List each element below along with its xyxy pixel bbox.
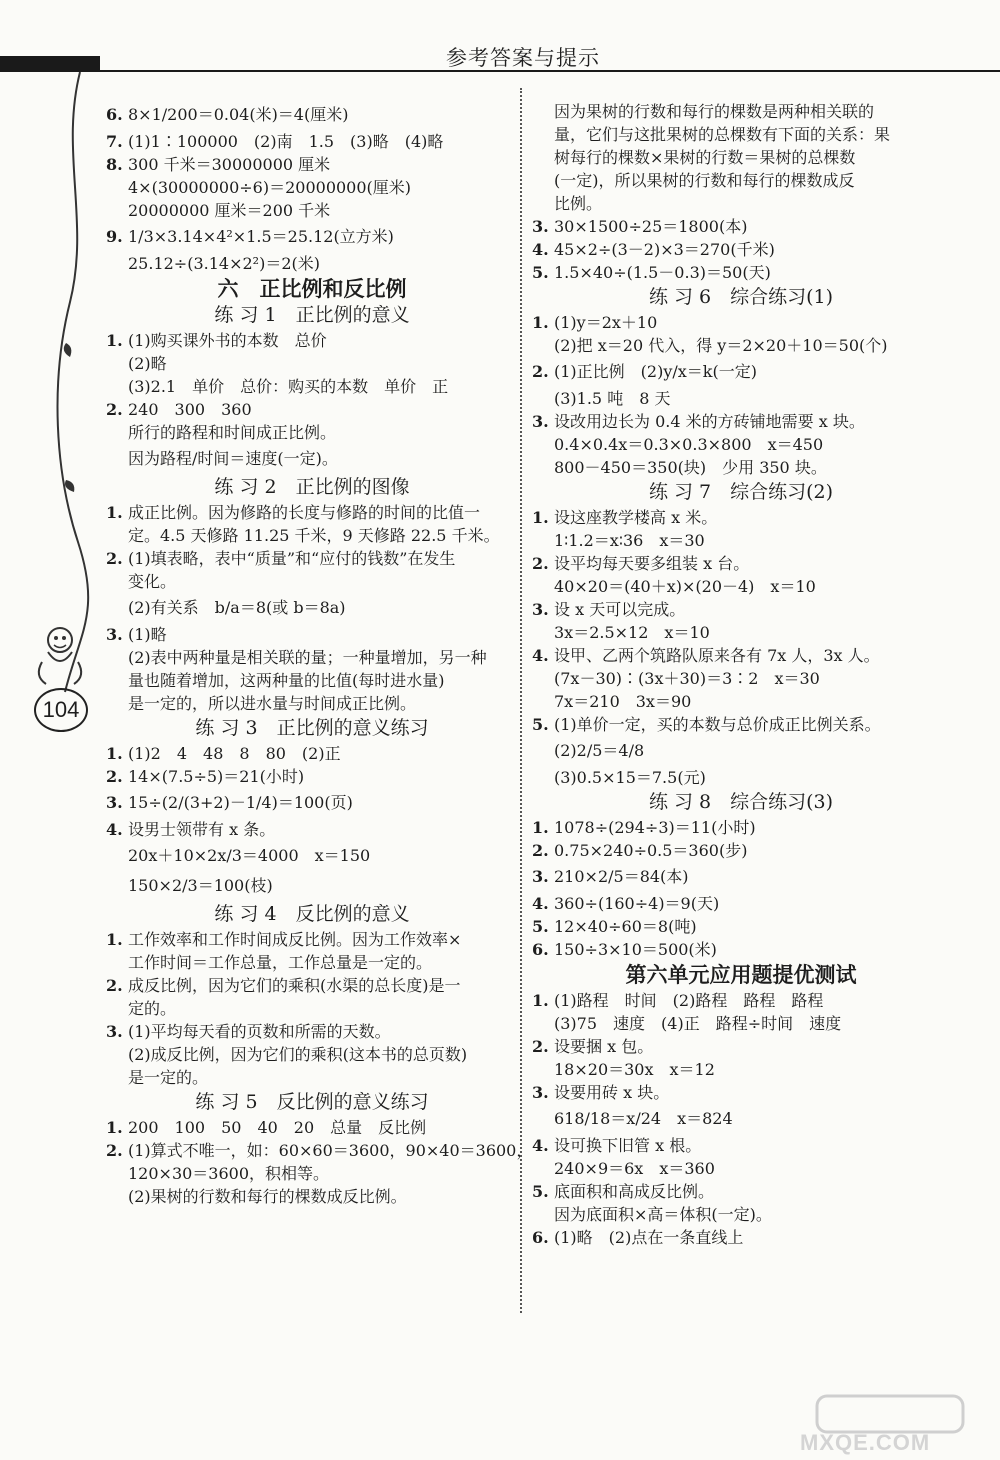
section-heading: 第六单元应用题提优测试 — [625, 962, 857, 987]
left-answer-line — [106, 742, 518, 765]
answer-text: 成反比例，因为它们的乘积(水渠的总长度)是一 — [128, 976, 461, 995]
section-heading: 练 习 4 反比例的意义 — [214, 903, 410, 925]
question-number: 2. — [532, 362, 549, 381]
right-answer-line — [532, 506, 950, 529]
question-number: 9. — [106, 227, 123, 246]
answer-text: 240 300 360 — [128, 400, 252, 419]
right-answer-line — [532, 261, 950, 284]
answer-text: (2)略 — [128, 354, 167, 373]
right-answer-line — [532, 192, 950, 215]
right-answer-line — [532, 1157, 950, 1180]
question-number: 3. — [532, 600, 549, 619]
answer-text: 设可换下旧管 x 根。 — [554, 1136, 702, 1155]
question-number: 2. — [532, 554, 549, 573]
answer-text: 1∶1.2＝x∶36 x＝30 — [554, 531, 705, 550]
left-answer-line — [106, 623, 518, 646]
left-answer-line — [106, 524, 518, 547]
answer-text: 设 x 天可以完成。 — [554, 600, 686, 619]
right-answer-line — [532, 690, 950, 713]
right-answer-line — [532, 598, 950, 621]
right-answer-line — [532, 215, 950, 238]
right-answer-line — [532, 1081, 950, 1104]
right-answer-line — [532, 938, 950, 961]
watermark-url: MXQE.COM — [800, 1430, 931, 1455]
left-answer-line — [106, 669, 518, 692]
question-number: 3. — [532, 217, 549, 236]
left-answer-line — [106, 153, 518, 176]
question-number: 3. — [106, 625, 123, 644]
right-answer-line — [532, 433, 950, 456]
left-answer-line — [106, 501, 518, 524]
left-answer-line — [106, 421, 518, 444]
left-answer-line — [106, 375, 518, 398]
right-answer-line — [532, 169, 950, 192]
answer-text: (1)y＝2x＋10 — [554, 313, 658, 332]
section-heading: 练 习 8 综合练习(3) — [648, 791, 834, 813]
right-answer-line — [532, 766, 950, 789]
answer-text: 7x＝210 3x＝90 — [554, 692, 692, 711]
right-answer-line — [532, 100, 950, 123]
answer-text: (2)成反比例，因为它们的乘积(这本书的总页数) — [128, 1045, 468, 1064]
answer-text: 800－450＝350(块) 少用 350 块。 — [554, 458, 827, 477]
question-number: 1. — [106, 1118, 123, 1137]
answer-text: 12×40÷60＝8(吨) — [554, 917, 697, 936]
page-number: 104 — [34, 688, 88, 732]
answer-text: 150÷3×10＝500(米) — [554, 940, 717, 959]
answer-text: 18×20＝30x x＝12 — [554, 1060, 715, 1079]
answer-text: 14×(7.5÷5)＝21(小时) — [128, 767, 305, 786]
left-answer-line — [106, 329, 518, 352]
left-answer-line — [106, 871, 518, 901]
section-heading: 练 习 2 正比例的图像 — [214, 476, 410, 498]
answer-text: 因为路程/时间＝速度(一定)。 — [128, 449, 338, 468]
question-number: 2. — [532, 841, 549, 860]
left-answer-line — [106, 1066, 518, 1089]
section-heading: 练 习 5 反比例的意义练习 — [195, 1091, 429, 1113]
answer-text: 0.75×240÷0.5＝360(步) — [554, 841, 748, 860]
answer-text: (3)1.5 吨 8 天 — [554, 389, 671, 408]
question-number: 1. — [532, 818, 549, 837]
answer-text: (2)把 x＝20 代入，得 y＝2×20＋10＝50(个) — [554, 336, 888, 355]
answer-text: 量，它们与这批果树的总棵数有下面的关系：果 — [554, 125, 891, 144]
answer-text: 量也随着增加，这两种量的比值(每时进水量) — [128, 671, 445, 690]
right-answer-line — [532, 621, 950, 644]
question-number: 3. — [532, 412, 549, 431]
answer-text: (2)表中两种量是相关联的量；一种量增加，另一种 — [128, 648, 487, 667]
answer-text: 工作效率和工作时间成反比例。因为工作效率× — [128, 930, 462, 949]
answer-text: 300 千米＝30000000 厘米 — [128, 155, 331, 174]
answer-text: (1)1∶100000 (2)南 1.5 (3)略 (4)略 — [128, 132, 444, 151]
left-answer-line — [106, 1116, 518, 1139]
section-heading: 练 习 3 正比例的意义练习 — [195, 717, 429, 739]
right-answer-line — [532, 1134, 950, 1157]
answer-text: 20x＋10×2x/3＝4000 x＝150 — [128, 846, 371, 865]
header-black-bar — [0, 56, 100, 72]
answer-text: 360÷(160÷4)＝9(天) — [554, 894, 720, 913]
monkey-mascot-icon — [30, 622, 90, 688]
left-answer-line — [106, 199, 518, 222]
answer-text: 0.4×0.4x＝0.3×0.3×800 x＝450 — [554, 435, 824, 454]
question-number: 4. — [532, 240, 549, 259]
question-number: 6. — [532, 1228, 549, 1247]
answer-text: (7x－30)∶(3x＋30)＝3∶2 x＝30 — [554, 669, 820, 688]
left-answer-line — [106, 352, 518, 375]
answer-text: 1/3×3.14×4²×1.5＝25.12(立方米) — [128, 227, 394, 246]
answer-text: 1.5×40÷(1.5－0.3)＝50(天) — [554, 263, 771, 282]
answer-text: 定。4.5 天修路 11.25 千米，9 天修路 22.5 千米。 — [128, 526, 500, 545]
question-number: 1. — [106, 503, 123, 522]
answer-text: (1)路程 时间 (2)路程 路程 路程 — [554, 991, 824, 1010]
answer-text: (3)0.5×15＝7.5(元) — [554, 768, 706, 787]
question-number: 5. — [532, 917, 549, 936]
question-number: 5. — [532, 715, 549, 734]
answer-text: 是一定的。 — [128, 1068, 209, 1087]
right-answer-line — [532, 552, 950, 575]
answer-text: (1)略 (2)点在一条直线上 — [554, 1228, 744, 1247]
vine-decoration-icon — [0, 72, 110, 712]
answer-text: 成正比例。因为修路的长度与修路的时间的比值一 — [128, 503, 481, 522]
question-number: 4. — [532, 1136, 549, 1155]
question-number: 3. — [532, 1083, 549, 1102]
answer-text: 设要用砖 x 块。 — [554, 1083, 670, 1102]
right-answer-line — [532, 839, 950, 862]
right-answer-line — [532, 123, 950, 146]
left-answer-line — [106, 398, 518, 421]
right-answer-line — [532, 410, 950, 433]
right-answer-line — [532, 529, 950, 552]
right-answer-line — [532, 1226, 950, 1249]
left-answer-line — [106, 1139, 533, 1162]
right-answer-line — [532, 989, 950, 1012]
answer-text: 定的。 — [128, 999, 177, 1018]
left-answer-line — [106, 841, 518, 871]
question-number: 4. — [106, 820, 123, 839]
right-answer-line — [532, 1180, 950, 1203]
answer-text: 120×30＝3600，积相等。 — [128, 1164, 330, 1183]
answer-text: 设男士领带有 x 条。 — [128, 820, 276, 839]
left-answer-line — [106, 951, 518, 974]
left-answer-line — [106, 928, 518, 951]
question-number: 1. — [532, 508, 549, 527]
question-number: 2. — [106, 1141, 123, 1160]
answer-text: 200 100 50 40 20 总量 反比例 — [128, 1118, 427, 1137]
right-answer-line — [532, 311, 950, 334]
answer-text: 设要捆 x 包。 — [554, 1037, 654, 1056]
left-answer-line — [106, 997, 518, 1020]
question-number: 3. — [532, 867, 549, 886]
left-answer-line — [106, 765, 518, 788]
answer-text: (3)2.1 单价 总价：购买的本数 单价 正 — [128, 377, 449, 396]
question-number: 1. — [106, 744, 123, 763]
question-number: 6. — [532, 940, 549, 959]
answer-text: (1)填表略，表中“质量”和“应付的钱数”在发生 — [128, 549, 456, 568]
answer-text: 618/18＝x/24 x＝824 — [554, 1109, 733, 1128]
column-divider — [520, 88, 522, 1313]
answer-text: 15÷(2/(3+2)－1/4)＝100(页) — [128, 793, 353, 812]
question-number: 7. — [106, 132, 123, 151]
section-heading: 六 正比例和反比例 — [217, 276, 407, 301]
right-answer-line — [532, 644, 950, 667]
right-answer-line — [532, 1203, 950, 1226]
left-answer-line — [106, 444, 518, 474]
left-answer-line — [106, 547, 518, 570]
question-number: 5. — [532, 1182, 549, 1201]
right-answer-line — [532, 387, 950, 410]
question-number: 5. — [532, 263, 549, 282]
right-answer-line — [532, 816, 950, 839]
left-answer-line — [106, 974, 518, 997]
answer-text: (1)平均每天看的页数和所需的天数。 — [128, 1022, 391, 1041]
left-answer-line — [106, 100, 518, 130]
right-answer-line — [532, 357, 950, 387]
right-answer-line — [532, 238, 950, 261]
question-number: 3. — [106, 1022, 123, 1041]
question-number: 6. — [106, 105, 123, 124]
answer-text: 210×2/5＝84(本) — [554, 867, 689, 886]
right-answer-column — [532, 100, 950, 1249]
left-answer-line — [106, 252, 518, 275]
answer-text: 45×2÷(3－2)×3＝270(千米) — [554, 240, 775, 259]
answer-text: 1078÷(294÷3)＝11(小时) — [554, 818, 756, 837]
answer-text: 30×1500÷25＝1800(本) — [554, 217, 748, 236]
answer-text: (1)2 4 48 8 80 (2)正 — [128, 744, 341, 763]
answer-text: (1)购买课外书的本数 总价 — [128, 331, 327, 350]
answer-text: 4×(30000000÷6)＝20000000(厘米) — [128, 178, 412, 197]
answer-text: 比例。 — [554, 194, 603, 213]
answer-text: 8×1/200＝0.04(米)＝4(厘米) — [128, 105, 349, 124]
right-answer-line — [532, 713, 950, 736]
answer-text: 设甲、乙两个筑路队原来各有 7x 人，3x 人。 — [554, 646, 880, 665]
answer-text: 设改用边长为 0.4 米的方砖铺地需要 x 块。 — [554, 412, 865, 431]
answer-text: 树每行的棵数×果树的行数＝果树的总棵数 — [554, 148, 856, 167]
question-number: 1. — [532, 313, 549, 332]
answer-text: (2)果树的行数和每行的棵数成反比例。 — [128, 1187, 407, 1206]
right-answer-line — [532, 334, 950, 357]
left-answer-line — [106, 593, 518, 623]
section-heading: 练 习 6 综合练习(1) — [648, 286, 834, 308]
question-number: 2. — [106, 549, 123, 568]
left-answer-line — [106, 646, 518, 669]
section-heading: 练 习 1 正比例的意义 — [214, 304, 410, 326]
answer-text: 变化。 — [128, 572, 177, 591]
answer-text: (2)有关系 b/a＝8(或 b＝8a) — [128, 598, 346, 617]
answer-text: 设这座教学楼高 x 米。 — [554, 508, 718, 527]
question-number: 2. — [532, 1037, 549, 1056]
right-answer-line — [532, 1104, 950, 1134]
question-number: 2. — [106, 400, 123, 419]
right-answer-line — [532, 146, 950, 169]
right-answer-line — [532, 892, 950, 915]
right-answer-line — [532, 575, 950, 598]
answer-text: 设平均每天要多组装 x 台。 — [554, 554, 750, 573]
answer-text: 所行的路程和时间成正比例。 — [128, 423, 337, 442]
right-answer-line — [532, 1058, 950, 1081]
answer-text: 240×9＝6x x＝360 — [554, 1159, 715, 1178]
answer-text: 3x＝2.5×12 x＝10 — [554, 623, 710, 642]
answer-text: 因为果树的行数和每行的棵数是两种相关联的 — [554, 102, 875, 121]
question-number: 1. — [106, 331, 123, 350]
page-title: 参考答案与提示 — [446, 46, 600, 70]
left-answer-line — [106, 788, 518, 818]
right-answer-line — [532, 667, 950, 690]
answer-text: (1)单价一定，买的本数与总价成正比例关系。 — [554, 715, 881, 734]
answer-text: 底面积和高成反比例。 — [554, 1182, 715, 1201]
answer-text: 25.12÷(3.14×2²)＝2(米) — [128, 254, 320, 273]
answer-text: 20000000 厘米＝200 千米 — [128, 201, 331, 220]
question-number: 1. — [532, 991, 549, 1010]
answer-text: 150×2/3＝100(枝) — [128, 876, 273, 895]
question-number: 4. — [532, 894, 549, 913]
left-answer-line — [106, 692, 518, 715]
question-number: 4. — [532, 646, 549, 665]
answer-text: (1)算式不唯一，如：60×60＝3600，90×40＝3600， — [128, 1141, 533, 1160]
answer-text: (2)2/5＝4/8 — [554, 741, 645, 760]
right-answer-line — [532, 1012, 950, 1035]
question-number: 1. — [106, 930, 123, 949]
answer-text: 是一定的，所以进水量与时间成正比例。 — [128, 694, 417, 713]
left-answer-line — [106, 1020, 518, 1043]
right-answer-line — [532, 862, 950, 892]
answer-text: 工作时间＝工作总量，工作总量是一定的。 — [128, 953, 433, 972]
left-answer-line — [106, 130, 518, 153]
left-answer-line — [106, 1185, 518, 1208]
left-answer-line — [106, 176, 518, 199]
question-number: 2. — [106, 976, 123, 995]
answer-text: (1)略 — [128, 625, 167, 644]
right-answer-line — [532, 736, 950, 766]
left-answer-line — [106, 1043, 518, 1066]
right-answer-line — [532, 915, 950, 938]
answer-text: (一定)，所以果树的行数和每行的棵数成反 — [554, 171, 855, 190]
answer-text: 40×20＝(40＋x)×(20－4) x＝10 — [554, 577, 816, 596]
left-answer-line — [106, 222, 518, 252]
left-answer-line — [106, 818, 518, 841]
question-number: 2. — [106, 767, 123, 786]
right-answer-line — [532, 456, 950, 479]
left-answer-column — [106, 100, 533, 1208]
question-number: 3. — [106, 793, 123, 812]
question-number: 8. — [106, 155, 123, 174]
answer-text: (1)正比例 (2)y/x＝k(一定) — [554, 362, 757, 381]
left-answer-line — [106, 1162, 518, 1185]
answer-text: (3)75 速度 (4)正 路程÷时间 速度 — [554, 1014, 842, 1033]
section-heading: 练 习 7 综合练习(2) — [648, 481, 834, 503]
left-answer-line — [106, 570, 518, 593]
right-answer-line — [532, 1035, 950, 1058]
answer-text: 因为底面积×高＝体积(一定)。 — [554, 1205, 772, 1224]
